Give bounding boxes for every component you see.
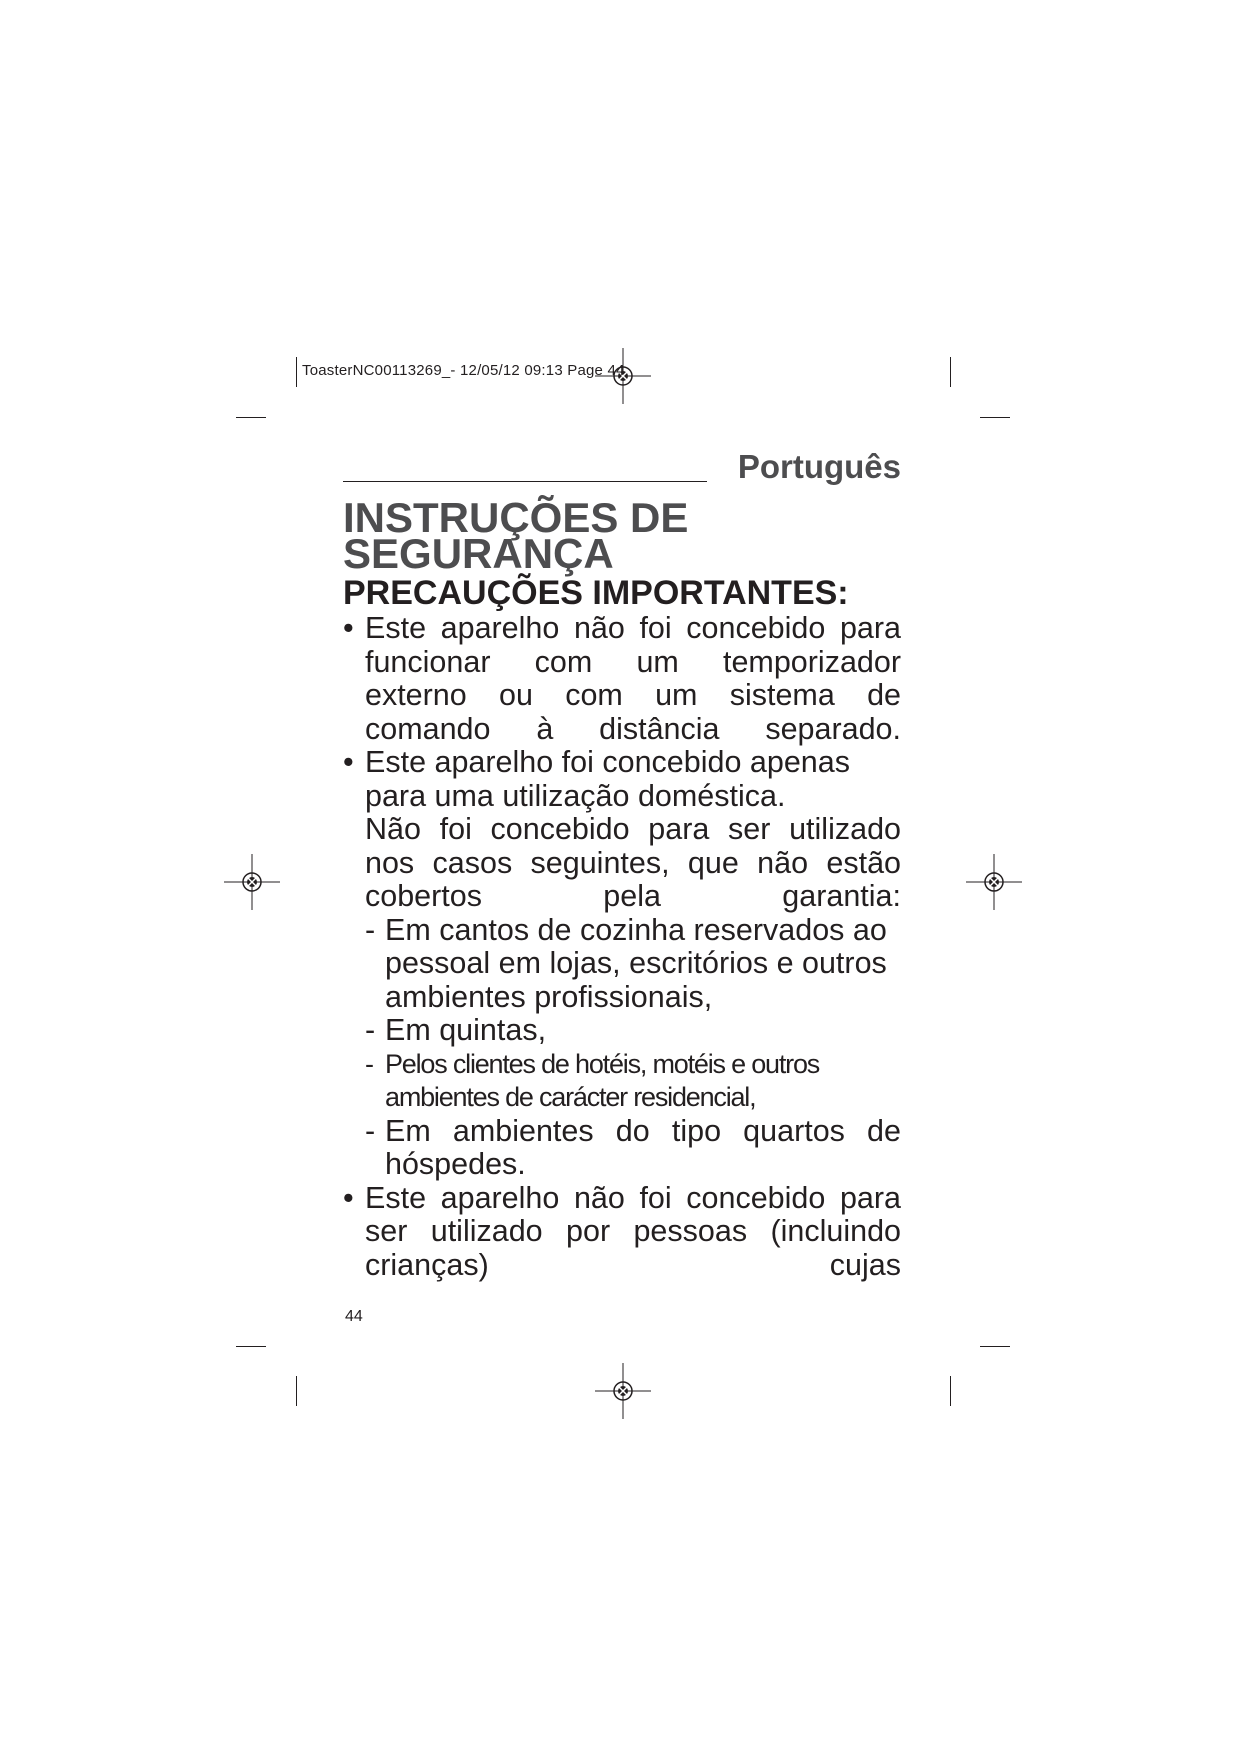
bullet-item: • Este aparelho não foi concebido para funcionar com um temporizador externo ou com um sistema de comando à distância separado. — [343, 612, 901, 746]
bullet-item: • Este aparelho foi concebido apenas para uma utilização doméstica. — [343, 746, 901, 813]
registration-mark-right — [964, 852, 1024, 912]
crop-mark-top-left-vertical — [296, 357, 297, 387]
dash-item: - Em cantos de cozinha reservados ao pessoal em lojas, escritórios e outros ambientes profissionais, — [343, 914, 901, 1015]
dash-item: - Pelos clientes de hotéis, motéis e outros ambientes de carácter residencial, — [343, 1048, 901, 1115]
safety-instructions — [343, 612, 901, 1282]
crop-mark-top-right-horizontal — [980, 417, 1010, 418]
dash-item: - Em quintas, — [343, 1014, 901, 1048]
crop-mark-bottom-left-horizontal — [236, 1346, 266, 1347]
bullet-item: • Este aparelho não foi concebido para ser utilizado por pessoas (incluindo crianças) cujas — [343, 1182, 901, 1283]
title-line-1: INSTRUÇÕES DE — [343, 494, 689, 541]
paragraph: Não foi concebido para ser utilizado nos casos seguintes, que não estão cobertos pela garantia: — [365, 812, 901, 913]
section-heading: PRECAUÇÕES IMPORTANTES: — [343, 574, 849, 612]
crop-mark-top-right-vertical — [950, 357, 951, 387]
language-rule — [343, 481, 707, 482]
crop-mark-top-left-horizontal — [236, 417, 266, 418]
page-title — [343, 494, 689, 577]
crop-mark-bottom-right-horizontal — [980, 1346, 1010, 1347]
registration-mark-bottom — [593, 1361, 653, 1421]
crop-mark-bottom-left-vertical — [296, 1376, 297, 1406]
registration-mark-left — [222, 852, 282, 912]
print-slug: ToasterNC00113269_- 12/05/12 09:13 Page 44 — [302, 362, 625, 379]
language-label: Português — [737, 448, 901, 485]
crop-mark-bottom-right-vertical — [950, 1376, 951, 1406]
dash-item: - Em ambientes do tipo quartos de hóspedes. — [343, 1115, 901, 1182]
title-line-2: SEGURANÇA — [343, 530, 614, 577]
page-number: 44 — [345, 1308, 363, 1325]
